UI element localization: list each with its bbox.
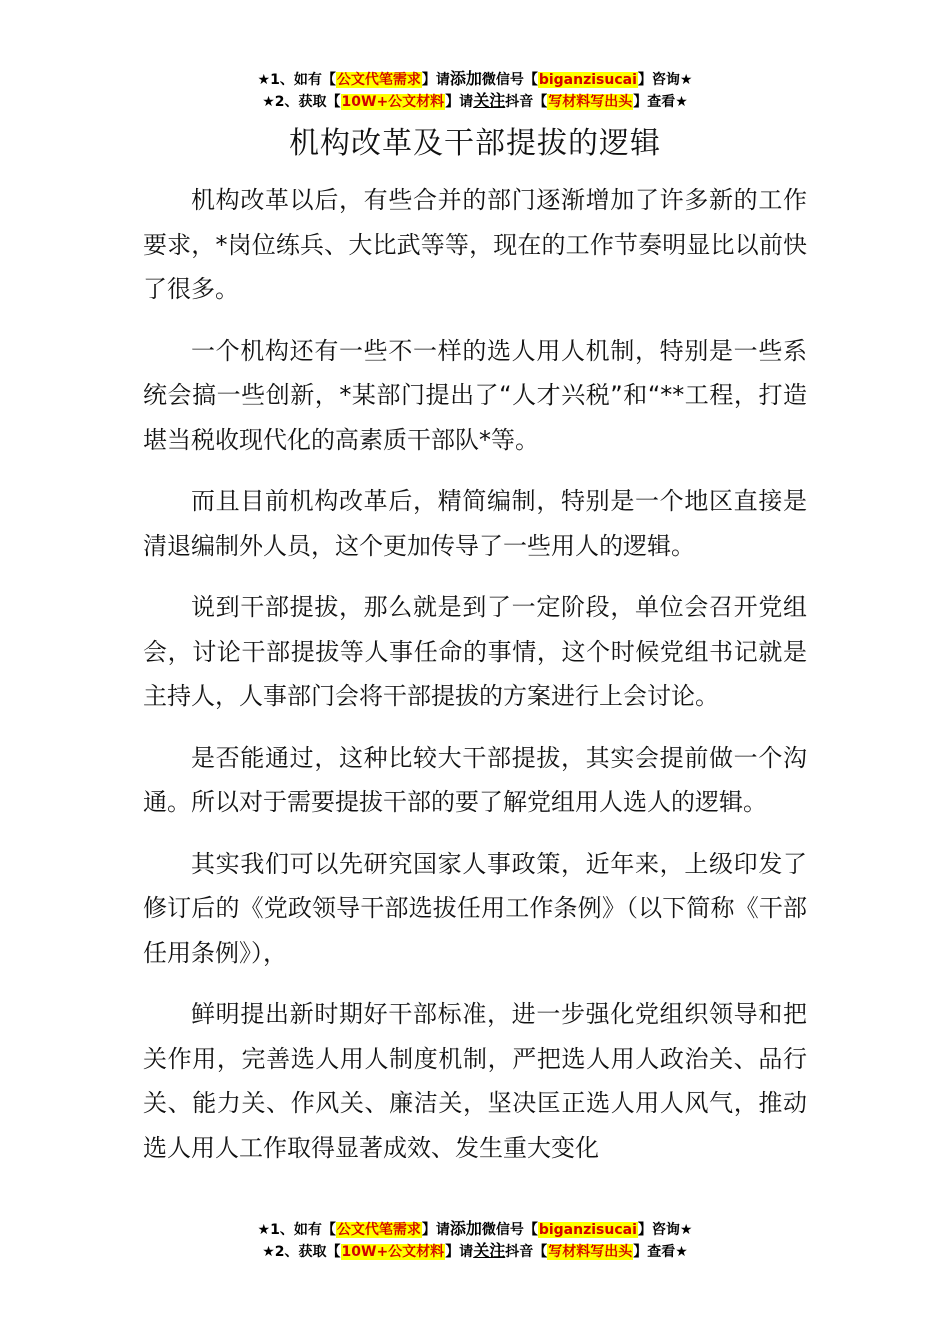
promo-text: ★1、如有【: [257, 72, 336, 88]
promo-text: ★2、获取【: [262, 1244, 341, 1260]
promo-douyin-name: 写材料写出头: [548, 94, 633, 110]
promo-wechat-id: biganzisucai: [538, 1222, 637, 1238]
document-title: 机构改革及干部提拔的逻辑: [289, 126, 661, 161]
promo-text: ★2、获取【: [262, 94, 341, 110]
promo-highlight: 公文代笔需求: [336, 1222, 421, 1238]
promo-highlight: 10W+公文材料: [341, 1244, 445, 1260]
promo-text: 】请: [445, 1244, 474, 1260]
promo-footer: [0, 1218, 950, 1262]
promo-text: 】请: [421, 72, 450, 88]
paragraph: 机构改革以后，有些合并的部门逐渐增加了许多新的工作要求，*岗位练兵、大比武等等，现在的工作节奏明显比以前快了很多。: [143, 186, 807, 303]
promo-line-2: [0, 1240, 950, 1262]
promo-text: 微信号【: [481, 1222, 538, 1238]
paragraph: 鲜明提出新时期好干部标准，进一步强化党组织领导和把关作用，完善选人用人制度机制，严把选人用人政治关、品行关、能力关、作风关、廉洁关，坚决匡正选人用人风气，推动选人用人工作取得显著成效、发生重大变化: [143, 1000, 807, 1162]
promo-line-1: [0, 1218, 950, 1240]
promo-text: 抖音【: [505, 94, 548, 110]
promo-highlight: 公文代笔需求: [336, 72, 421, 88]
promo-emphasis: 关注: [473, 91, 506, 110]
promo-text: 抖音【: [505, 1244, 548, 1260]
document-body: [143, 178, 807, 1187]
promo-text: 】咨询★: [637, 1222, 693, 1238]
promo-header: [0, 68, 950, 112]
promo-text: 】查看★: [633, 94, 688, 110]
promo-text: 】请: [421, 1222, 450, 1238]
promo-line-1: [0, 68, 950, 90]
promo-emphasis: 关注: [473, 1241, 506, 1260]
promo-line-2: [0, 90, 950, 112]
paragraph: 其实我们可以先研究国家人事政策，近年来，上级印发了修订后的《党政领导干部选拔任用工作条例》（以下简称《干部任用条例》），: [143, 849, 807, 967]
paragraph: 说到干部提拔，那么就是到了一定阶段，单位会召开党组会，讨论干部提拔等人事任命的事情，这个时候党组书记就是主持人，人事部门会将干部提拔的方案进行上会讨论。: [143, 593, 807, 710]
paragraph: 一个机构还有一些不一样的选人用人机制，特别是一些系统会搞一些创新，*某部门提出了“人才兴税”和“**工程，打造堪当税收现代化的高素质干部队*等。: [143, 336, 807, 454]
promo-text: 微信号【: [481, 72, 538, 88]
promo-emphasis: 添加: [449, 1219, 482, 1238]
promo-text: 】请: [445, 94, 474, 110]
promo-highlight: 10W+公文材料: [341, 94, 445, 110]
promo-text: ★1、如有【: [257, 1222, 336, 1238]
promo-douyin-name: 写材料写出头: [548, 1244, 633, 1260]
promo-text: 】咨询★: [637, 72, 693, 88]
promo-wechat-id: biganzisucai: [538, 72, 637, 88]
paragraph: 是否能通过，这种比较大干部提拔，其实会提前做一个沟通。所以对于需要提拔干部的要了解党组用人选人的逻辑。: [143, 743, 807, 816]
promo-text: 】查看★: [633, 1244, 688, 1260]
paragraph: 而且目前机构改革后，精简编制，特别是一个地区直接是清退编制外人员，这个更加传导了一些用人的逻辑。: [143, 487, 807, 560]
promo-emphasis: 添加: [449, 69, 482, 88]
